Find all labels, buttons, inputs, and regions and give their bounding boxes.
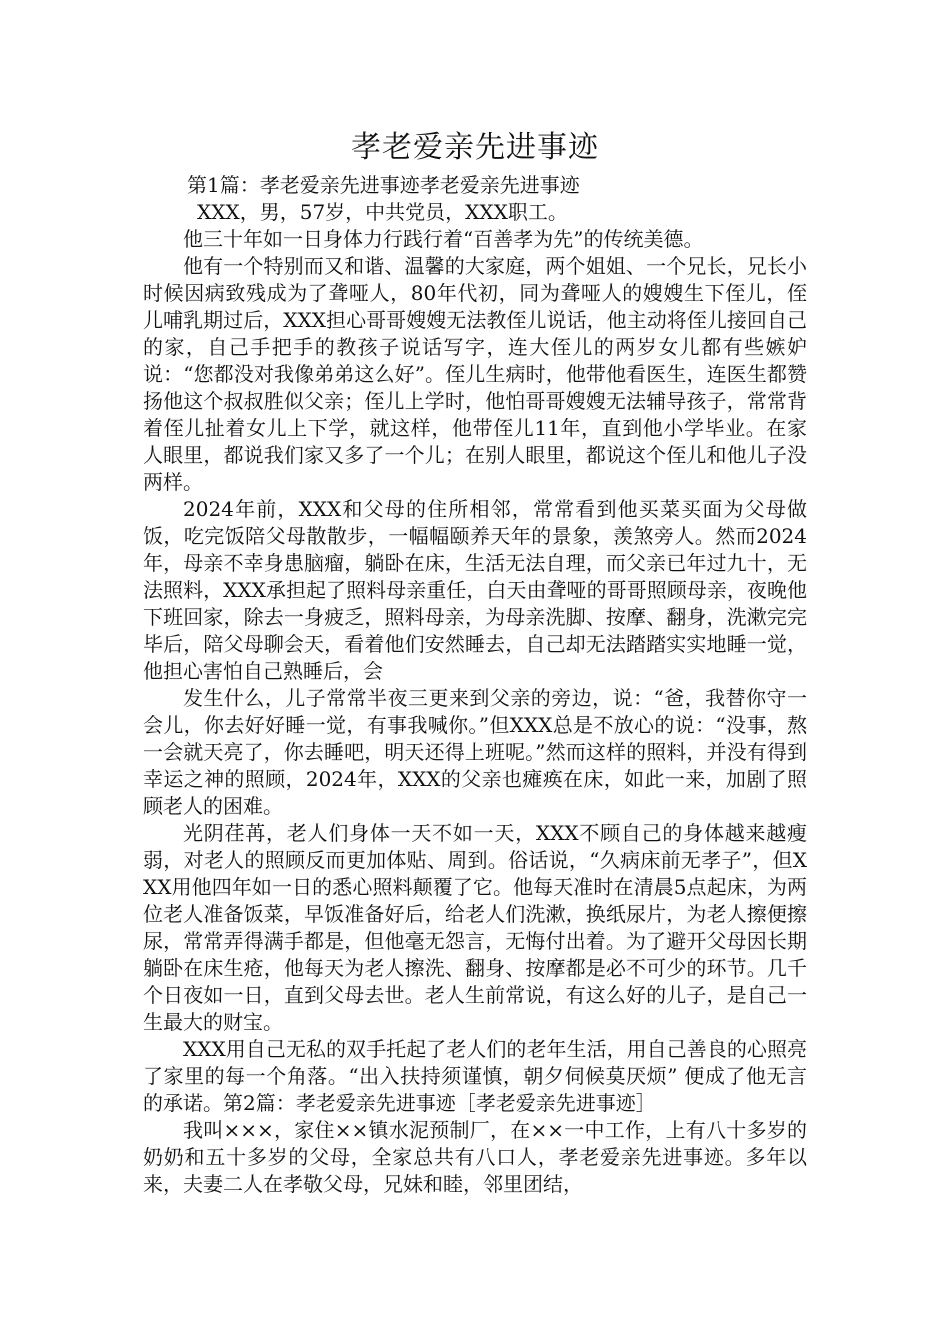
- paragraph-4: 他有一个特别而又和谐、温馨的大家庭，两个姐姐、一个兄长，兄长小时候因病致残成为了聋哑人，80年代初，同为聋哑人的嫂嫂生下侄儿，侄儿哺乳期过后，XXX担心哥哥嫂嫂无法教侄儿说话，他主动将侄儿接回自己的家，自己手把手的教孩子说话写字，连大侄儿的两岁女儿都有些嫉妒说：“您都没对我像弟弟这么好”。侄儿生病时，他带他看医生，连医生都赞扬他这个叔叔胜似父亲；侄儿上学时，他怕哥哥嫂嫂无法辅导孩子，常常背着侄儿扯着女儿上下学，就这样，他带侄儿11年，直到他小学毕业。在家人眼里，都说我们家又多了一个儿；在别人眼里，都说这个侄儿和他儿子没两样。: [143, 254, 807, 494]
- document-body: [143, 172, 807, 1198]
- paragraph-8: XXX用自己无私的双手托起了老人们的老年生活，用自己善良的心照亮了家里的每一个角落。“出入扶持须谨慎，朝夕伺候莫厌烦” 便成了他无言的承诺。第2篇：孝老爱亲先进事迹［孝老爱亲先进事迹］: [143, 1037, 807, 1115]
- paragraph-5: 2024年前，XXX和父母的住所相邻，常常看到他买菜买面为父母做饭，吃完饭陪父母散散步，一幅幅颐养天年的景象，羡煞旁人。然而2024年，母亲不幸身患脑瘤，躺卧在床，生活无法自理，而父亲已年过九十，无法照料，XXX承担起了照料母亲重任，白天由聋哑的哥哥照顾母亲，夜晚他下班回家，除去一身疲乏，照料母亲，为母亲洗脚、按摩、翻身，洗漱完完毕后，陪父母聊会天，看着他们安然睡去，自己却无法踏踏实实地睡一觉，他担心害怕自己熟睡后，会: [143, 497, 807, 683]
- paragraph-3: 他三十年如一日身体力行践行着“百善孝为先”的传统美德。: [183, 227, 704, 251]
- document-title: 孝老爱亲先进事迹: [351, 130, 599, 165]
- paragraph-2: XXX，男，57岁，中共党员，XXX职工。: [197, 200, 568, 224]
- paragraph-9: 我叫×××，家住××镇水泥预制厂，在××一中工作，上有八十多岁的奶奶和五十多岁的父母，全家总共有八口人，孝老爱亲先进事迹。多年以来，夫妻二人在孝敬父母，兄妹和睦，邻里团结，: [143, 1118, 807, 1196]
- paragraph-7: 光阴荏苒，老人们身体一天不如一天，XXX不顾自己的身体越来越瘦弱，对老人的照顾反而更加体贴、周到。俗话说，“久病床前无孝子”，但XXX用他四年如一日的悉心照料颠覆了它。他每天准时在清晨5点起床，为两位老人准备饭菜，早饭准备好后，给老人们洗漱，换纸尿片，为老人擦便擦尿，常常弄得满手都是，但他毫无怨言，无悔付出着。为了避开父母因长期躺卧在床生疮，他每天为老人擦洗、翻身、按摩都是必不可少的环节。几千个日夜如一日，直到父母去世。老人生前常说，有这么好的儿子，是自己一生最大的财宝。: [143, 821, 807, 1034]
- paragraph-6: 发生什么，儿子常常半夜三更来到父亲的旁边，说：“爸，我替你守一会儿，你去好好睡一觉，有事我喊你。”但XXX总是不放心的说：“没事，熬一会就天亮了，你去睡吧，明天还得上班呢。”然而这样的照料，并没有得到幸运之神的照顾，2024年，XXX的父亲也瘫痪在床，如此一来，加剧了照顾老人的困难。: [143, 686, 807, 818]
- paragraph-1: 第1篇：孝老爱亲先进事迹孝老爱亲先进事迹: [187, 173, 580, 197]
